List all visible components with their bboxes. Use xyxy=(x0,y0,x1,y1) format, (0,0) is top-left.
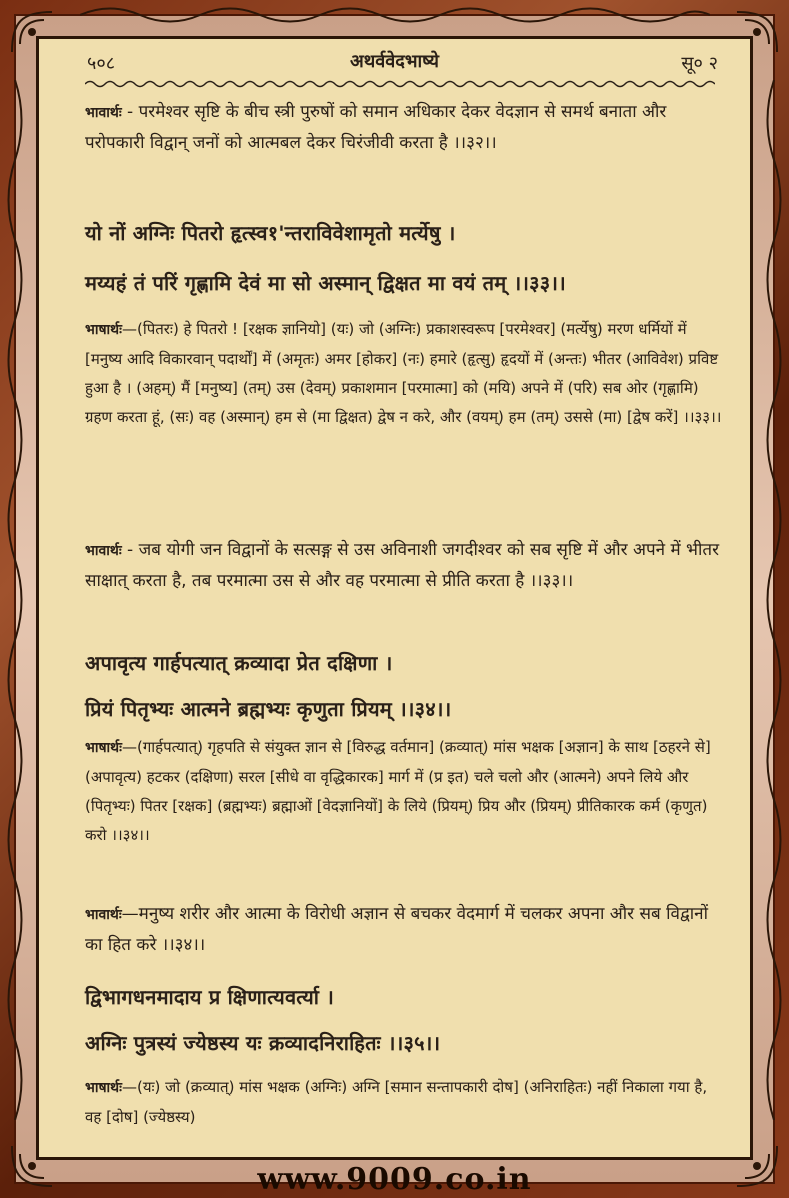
bhashaarth-text: —(गार्हपत्यात्) गृहपति से संयुक्त ज्ञान से [विरुद्ध वर्तमान] (क्रव्यात्) मांस भक्षक [अज्ञान] के साथ [ठहरने से] (अपावृत्य) हटकर (दक्षिणा) सरल [सीधे वा वृद्धिकारक] मार्ग में (प्र इत) चले चलो और (आत्मने) अपने लिये और (पितृभ्यः) पितर [रक्षक] (ब्रह्मभ्यः) ब्रह्माओं [वेदज्ञानियों] के लिये (प्रियम्) प्रिय और (प्रियम्) प्रीतिकारक कर्म (कृणुत) करो ।।३४।। xyxy=(85,738,711,844)
side-scroll-ornament-icon xyxy=(0,80,30,1120)
mantra-34-line2: प्रियं पितृभ्यः आत्मने ब्रह्मभ्यः कृणुता प्रियम् ।।३४।। xyxy=(85,697,452,721)
bhavarth-label: भावार्थः xyxy=(85,105,122,121)
page-header xyxy=(39,39,750,79)
bhashaarth-33 xyxy=(85,315,725,432)
mantra-34-line1: अपावृत्य गार्हपत्यात् क्रव्यादा प्रेत दक्षिणा । xyxy=(85,651,393,675)
mantra-33-line2: मय्यहं तं परिं गृह्णामि देवं मा सो अस्मान् द्विक्षत मा वयं तम् ।।३३।। xyxy=(85,271,566,295)
bhashaarth-34 xyxy=(85,733,725,850)
bhashaarth-label: भाषार्थः xyxy=(85,322,122,338)
mantra-35-line2: अग्निः पुत्रस्यं ज्येष्ठस्य यः क्रव्यादनिराहितः ।।३५।। xyxy=(85,1031,441,1055)
bhavarth-text: - जब योगी जन विद्वानों के सत्सङ्ग से उस अविनाशी जगदीश्वर को सब सृष्टि में और अपने में भीतर साक्षात् करता है, तब परमात्मा उस से और वह परमात्मा से प्रीति करता है ।।३३।। xyxy=(85,540,720,591)
bhavarth-label: भावार्थः xyxy=(85,907,122,923)
bhashaarth-text: —(यः) जो (क्रव्यात्) मांस भक्षक (अग्निः) अग्नि [समान सन्तापकारी दोष] (अनिराहितः) नहीं निकाला गया है, वह [दोष] (ज्येष्ठस्य) xyxy=(85,1078,708,1126)
bhashaarth-label: भाषार्थः xyxy=(85,740,122,756)
side-scroll-ornament-icon xyxy=(759,80,789,1120)
scripture-page xyxy=(36,36,753,1160)
bhavarth-text: —मनुष्य शरीर और आत्मा के विरोधी अज्ञान से बचकर वेदमार्ग में चलकर अपना और सब विद्वानों का हित करे ।।३४।। xyxy=(85,904,709,955)
bhavarth-33 xyxy=(85,535,725,596)
mantra-35-line1: द्विभागधनमादाय प्र क्षिणात्यवर्त्या । xyxy=(85,985,335,1009)
bhavarth-34 xyxy=(85,899,725,960)
header-divider xyxy=(85,79,715,89)
bhashaarth-35 xyxy=(85,1073,725,1132)
page-number: ५०८ xyxy=(87,53,116,74)
book-title: अथर्ववेदभाष्ये xyxy=(350,51,439,72)
mantra-33-line1: यो नों अग्निः पितरो हृत्स्व१'न्तराविवेशामृतो मर्त्येषु । xyxy=(85,221,456,245)
bhavarth-label: भावार्थः xyxy=(85,543,122,559)
top-scroll-ornament-icon xyxy=(80,0,710,30)
bhashaarth-text: —(पितरः) हे पितरो ! [रक्षक ज्ञानियो] (यः) जो (अग्निः) प्रकाशस्वरूप [परमेश्वर] (मर्त्येषु) मरण धर्मियों में [मनुष्य आदि विकारवान् पदार्थों] में (अमृतः) अमर [होकर] (नः) हमारे (हृत्सु) हृदयों में (अन्तः) भीतर (आविवेश) प्रविष्ट हुआ है । (अहम्) मैं [मनुष्य] (तम्) उस (देवम्) प्रकाशमान [परमात्मा] को (मयि) अपने में (परि) सब ओर (गृह्णामि) ग्रहण करता हूं, (सः) वह (अस्मान्) हम से (मा द्विक्षत) द्वेष न करे, और (वयम्) हम (तम्) उससे (मा) [द्वेष करें] ।।३३।। xyxy=(85,320,722,426)
website-watermark: www.9009.co.in xyxy=(257,1162,532,1197)
bhashaarth-label: भाषार्थः xyxy=(85,1080,122,1096)
bhavarth-text: - परमेश्वर सृष्टि के बीच स्त्री पुरुषों को समान अधिकार देकर वेदज्ञान से समर्थ बनाता और परोपकारी विद्वान् जनों को आत्मबल देकर चिरंजीवी करता है ।।३२।। xyxy=(85,102,667,153)
sukta-number: सू० २ xyxy=(681,53,718,74)
bhavarth-32 xyxy=(85,97,725,158)
